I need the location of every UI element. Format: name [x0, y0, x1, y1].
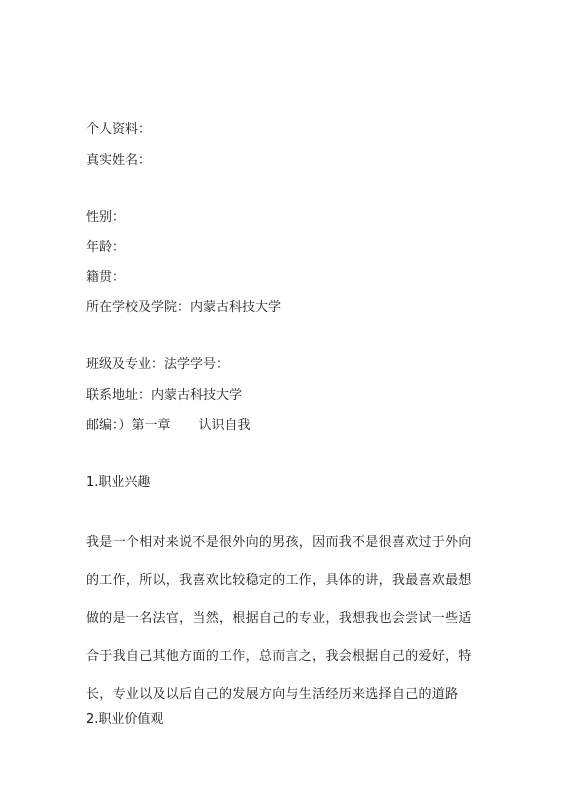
- paragraph-line: 的工作，所以，我喜欢比较稳定的工作，具体的讲，我最喜欢最想: [86, 573, 472, 588]
- gender-label: 性别：: [86, 210, 126, 225]
- age-label: 年龄：: [86, 240, 126, 255]
- postcode-chapter-line: [86, 418, 251, 434]
- chapter-title: 认识自我: [198, 418, 251, 433]
- real-name-label: 真实姓名：: [86, 153, 152, 168]
- section-heading-values: 2.职业价值观: [86, 712, 164, 727]
- paragraph-line: 我是一个相对来说不是很外向的男孩，因而我不是很喜欢过于外向: [86, 535, 472, 550]
- section-heading-interest: 1.职业兴趣: [86, 475, 151, 490]
- class-major-label: 班级及专业：法学学号：: [86, 357, 230, 372]
- paragraph-line: 做的是一名法官，当然，根据自己的专业，我想我也会尝试一些适: [86, 611, 472, 626]
- school-label: 所在学校及学院：内蒙古科技大学: [86, 300, 282, 315]
- native-place-label: 籍贯：: [86, 270, 126, 285]
- postcode-label: 邮编：）第一章: [86, 418, 171, 433]
- paragraph-line: 长，专业以及以后自己的发展方向与生活经历来选择自己的道路: [86, 687, 459, 702]
- address-label: 联系地址：内蒙古科技大学: [86, 388, 243, 403]
- paragraph-line: 合于我自己其他方面的工作，总而言之，我会根据自己的爱好，特: [86, 649, 472, 664]
- interest-paragraph: [86, 535, 496, 725]
- profile-heading: 个人资料：: [86, 122, 152, 137]
